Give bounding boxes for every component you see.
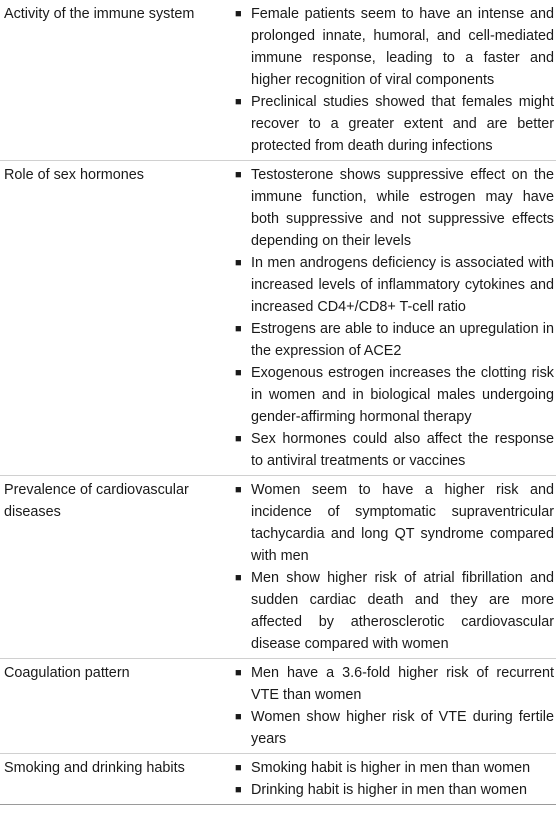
factor-cell <box>0 757 233 801</box>
point-text: Exogenous estrogen increases the clotting risk in women and in biological males undergoing gender-affirming hormonal therapy <box>251 365 554 425</box>
factor-label: Role of sex hormones <box>4 167 144 183</box>
square-bullet-icon: ■ <box>235 667 242 679</box>
point-text: Testosterone shows suppressive effect on the immune function, while estrogen may have both suppressive and not suppressive effects depending on their levels <box>251 167 554 249</box>
list-item <box>233 479 554 567</box>
list-item <box>233 567 554 655</box>
point-text: Men have a 3.6-fold higher risk of recurrent VTE than women <box>251 665 554 703</box>
list-item <box>233 662 554 706</box>
point-text: Women show higher risk of VTE during fertile years <box>251 709 554 747</box>
list-item <box>233 362 554 428</box>
point-text: In men androgens deficiency is associated with increased levels of inflammatory cytokines and increased CD4+/CD8+ T-cell ratio <box>251 255 554 315</box>
square-bullet-icon: ■ <box>235 572 242 584</box>
square-bullet-icon: ■ <box>235 96 242 108</box>
point-text: Women seem to have a higher risk and incidence of symptomatic supraventricular tachycardia and long QT syndrome compared with men <box>251 482 554 564</box>
point-text: Estrogens are able to induce an upregulation in the expression of ACE2 <box>251 321 554 359</box>
factor-label: Prevalence of cardiovascular diseases <box>4 482 189 520</box>
list-item <box>233 757 554 779</box>
point-text: Men show higher risk of atrial fibrillation and sudden cardiac death and they are more affected by atherosclerotic cardiovascular disease compared with women <box>251 570 554 652</box>
points-cell <box>233 164 556 472</box>
list-item <box>233 428 554 472</box>
factor-label: Activity of the immune system <box>4 6 195 22</box>
list-item <box>233 318 554 362</box>
factor-cell <box>0 164 233 472</box>
list-item <box>233 779 554 801</box>
square-bullet-icon: ■ <box>235 169 242 181</box>
square-bullet-icon: ■ <box>235 484 242 496</box>
point-text: Drinking habit is higher in men than women <box>251 782 527 798</box>
factor-cell <box>0 662 233 750</box>
square-bullet-icon: ■ <box>235 762 242 774</box>
square-bullet-icon: ■ <box>235 433 242 445</box>
table-row <box>0 659 556 754</box>
square-bullet-icon: ■ <box>235 367 242 379</box>
factor-cell <box>0 479 233 655</box>
table-row <box>0 754 556 805</box>
table-row <box>0 161 556 476</box>
list-item <box>233 91 554 157</box>
point-text: Smoking habit is higher in men than women <box>251 760 531 776</box>
list-item <box>233 252 554 318</box>
points-cell <box>233 479 556 655</box>
square-bullet-icon: ■ <box>235 8 242 20</box>
factor-cell <box>0 3 233 157</box>
points-cell <box>233 662 556 750</box>
square-bullet-icon: ■ <box>235 784 242 796</box>
point-text: Preclinical studies showed that females might recover to a greater extent and are better protected from death during infections <box>251 94 554 154</box>
points-cell <box>233 757 556 801</box>
square-bullet-icon: ■ <box>235 323 242 335</box>
table-row <box>0 0 556 161</box>
square-bullet-icon: ■ <box>235 711 242 723</box>
factor-label: Coagulation pattern <box>4 665 130 681</box>
list-item <box>233 164 554 252</box>
point-text: Sex hormones could also affect the response to antiviral treatments or vaccines <box>251 431 554 469</box>
list-item <box>233 706 554 750</box>
factor-label: Smoking and drinking habits <box>4 760 185 776</box>
points-cell <box>233 3 556 157</box>
table-row <box>0 476 556 659</box>
point-text: Female patients seem to have an intense and prolonged innate, humoral, and cell-mediated immune response, leading to a faster and higher recognition of viral components <box>251 6 554 88</box>
list-item <box>233 3 554 91</box>
square-bullet-icon: ■ <box>235 257 242 269</box>
